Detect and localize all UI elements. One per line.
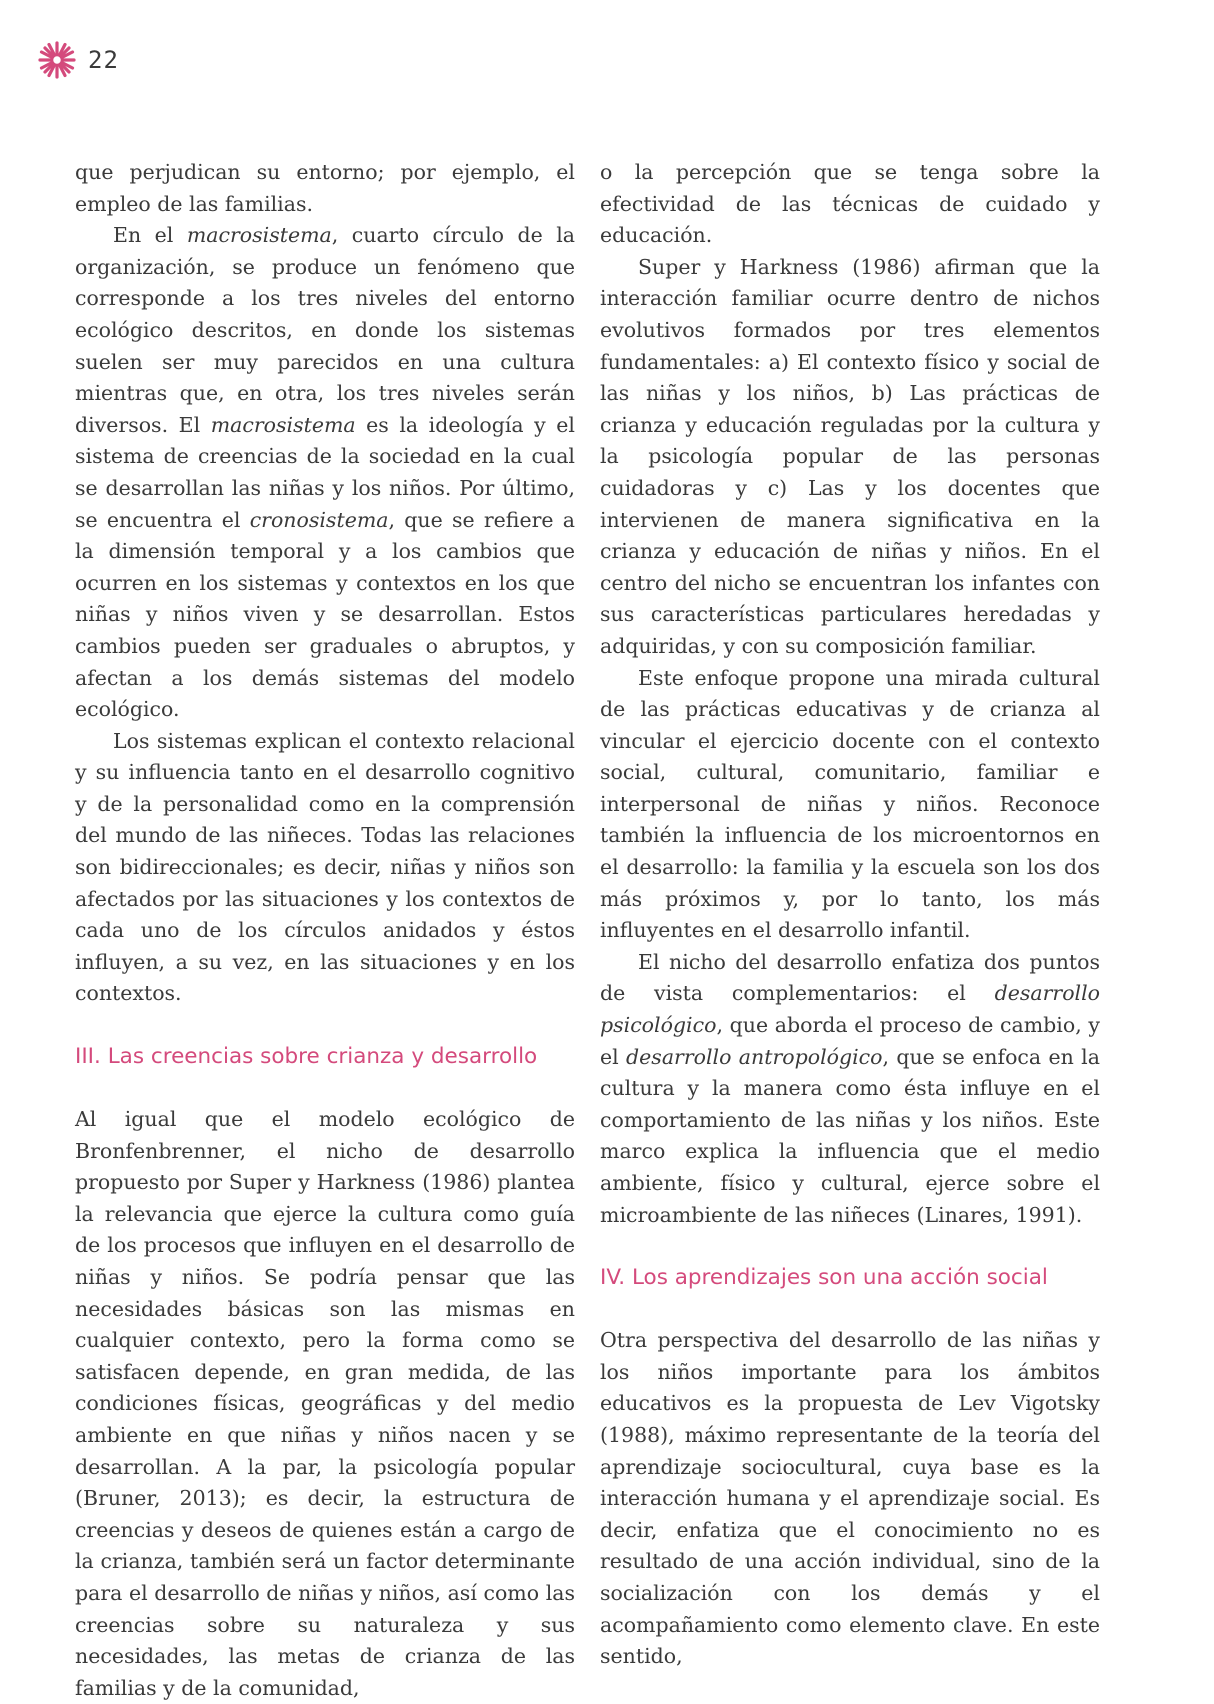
paragraph: Los sistemas explican el contexto relacional y su influencia tanto en el desarrollo cognitivo y de la personalidad como en la comprensión del mundo de las niñeces. Todas las relaciones son bidireccionales; es decir, niñas y niños son afectados por las situaciones y los contextos de cada uno de los círculos anidados y éstos influyen, a su vez, en las situaciones y en los contextos. <box>75 728 575 1006</box>
left-column <box>75 157 575 1704</box>
paragraph: En el macrosistema, cuarto círculo de la organización, se produce un fenómeno que corresponde a los tres niveles del entorno ecológico descritos, en donde los sistemas suelen ser muy parecidos en una cultura mientras que, en otra, los tres niveles serán diversos. El macrosistema es la ideología y el sistema de creencias de la sociedad en la cual se desarrollan las niñas y los niños. Por último, se encuentra el cronosistema, que se refiere a la dimensión temporal y a los cambios que ocurren en los sistemas y contextos en los que niñas y niños viven y se desarrollan. Estos cambios pueden ser graduales o abruptos, y afectan a los demás sistemas del modelo ecológico. <box>75 223 575 722</box>
emphasis: macrosistema <box>186 223 332 248</box>
emphasis: desarrollo antropológico <box>626 1044 883 1069</box>
paragraph: que perjudican su entorno; por ejemplo, el empleo de las familias. <box>75 160 575 216</box>
section-heading: III. Las creencias sobre crianza y desarrollo <box>75 1044 538 1070</box>
paragraph: Este enfoque propone una mirada cultural de las prácticas educativas y de crianza al vincular el ejercicio docente con el contexto social, cultural, comunitario, familiar e interpersonal de niñas y niños. Reconoce también la influencia de los microentornos en el desarrollo: la familia y la escuela son los dos más próximos y, por lo tanto, los más influyentes en el desarrollo infantil. <box>600 665 1100 943</box>
paragraph: Otra perspectiva del desarrollo de las niñas y los niños importante para los ámbitos educativos es la propuesta de Lev Vigotsky (1988), máximo representante de la teoría del aprendizaje sociocultural, cuya base es la interacción humana y el aprendizaje social. Es decir, enfatiza que el conocimiento no es resultado de una acción individual, sino de la socialización con los demás y el acompañamiento como elemento clave. En este sentido, <box>600 1328 1100 1669</box>
paragraph: Super y Harkness (1986) afirman que la interacción familiar ocurre dentro de nichos evolutivos formados por tres elementos fundamentales: a) El contexto físico y social de las niñas y los niños, b) Las prácticas de crianza y educación reguladas por la cultura y la psicología popular de las personas cuidadoras y c) Las y los docentes que intervienen de manera significativa en la crianza y educación de niñas y niños. En el centro del nicho se encuentran los infantes con sus características particulares heredadas y adquiridas, y con su composición familiar. <box>600 254 1100 658</box>
flower-ornament-icon <box>38 41 76 79</box>
page-number: 22 <box>88 46 119 74</box>
emphasis: macrosistema <box>210 412 356 437</box>
emphasis: desarrollo psicológico <box>600 981 1100 1038</box>
right-column <box>600 157 1100 1673</box>
paragraph: El nicho del desarrollo enfatiza dos puntos de vista complementarios: el desarrollo psicológico, que aborda el proceso de cambio, y el desarrollo antropológico, que se enfoca en la cultura y la manera como ésta influye en el comportamiento de las niñas y los niños. Este marco explica la influencia que el medio ambiente, físico y cultural, ejerce sobre el microambiente de las niñeces (Linares, 1991). <box>600 949 1100 1227</box>
page-header <box>38 40 119 80</box>
emphasis: cronosistema <box>249 507 389 532</box>
paragraph: Al igual que el modelo ecológico de Bronfenbrenner, el nicho de desarrollo propuesto por Super y Harkness (1986) plantea la relevancia que ejerce la cultura como guía de los procesos que influyen en el desarrollo de niñas y niños. Se podría pensar que las necesidades básicas son las mismas en cualquier contexto, pero la forma como se satisfacen depende, en gran medida, de las condiciones físicas, geográficas y del medio ambiente en que niñas y niños nacen y se desarrollan. A la par, la psicología popular (Bruner, 2013); es decir, la estructura de creencias y deseos de quienes están a cargo de la crianza, también será un factor determinante para el desarrollo de niñas y niños, así como las creencias sobre su naturaleza y sus necesidades, las metas de crianza de las familias y de la comunidad, <box>75 1107 575 1700</box>
paragraph: o la percepción que se tenga sobre la efectividad de las técnicas de cuidado y educación. <box>600 160 1100 248</box>
section-heading: IV. Los aprendizajes son una acción social <box>600 1265 1048 1291</box>
